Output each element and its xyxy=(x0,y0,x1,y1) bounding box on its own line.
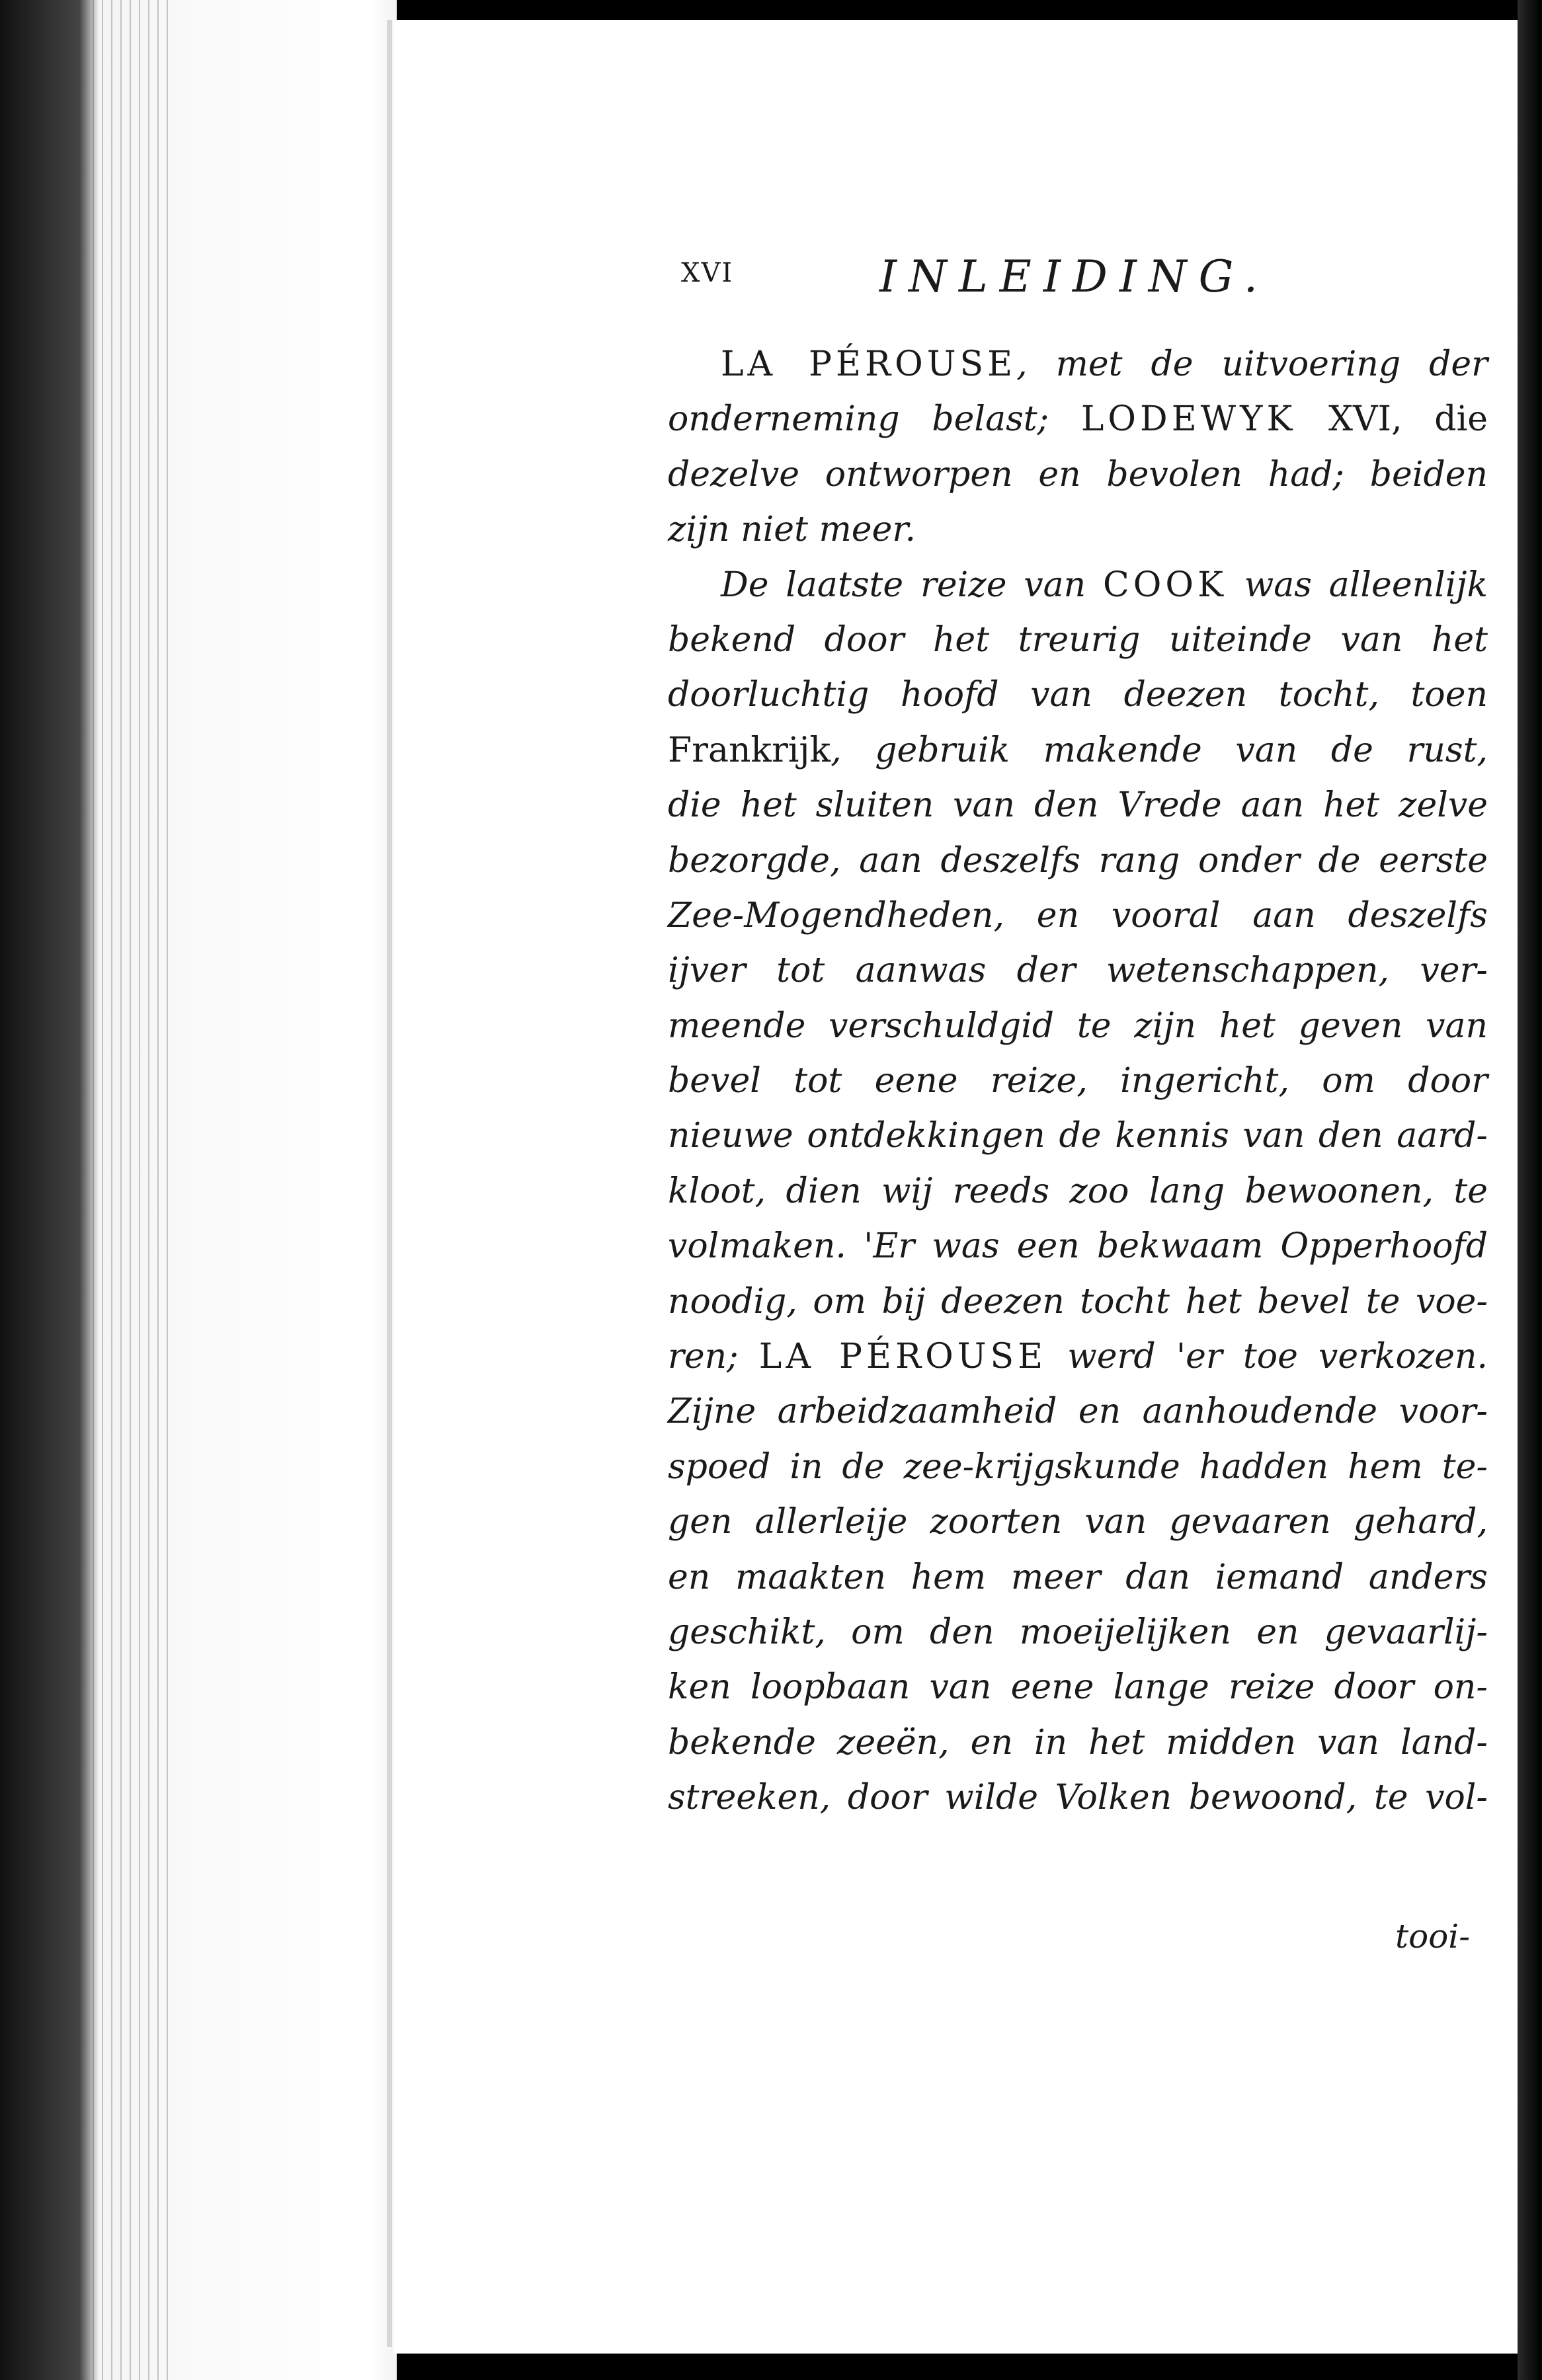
text-line xyxy=(668,1384,1488,1439)
text-line xyxy=(668,1550,1488,1605)
line-text: noodig, om bij deezen tocht het bevel te voe- xyxy=(668,1281,1488,1322)
line-text: bekend door het treurig uiteinde van het xyxy=(668,619,1488,660)
line-text: bezorgde, aan deszelfs rang onder de eerste xyxy=(668,840,1488,881)
line-text: zijn niet meer. xyxy=(668,510,916,550)
line-text: streeken, door wilde Volken bewoond, te vol- xyxy=(668,1778,1488,1818)
text-line xyxy=(668,1109,1488,1164)
line-text: onderneming belast; xyxy=(668,399,1081,440)
line-text: nieuwe ontdekkingen de kennis van den aard- xyxy=(668,1116,1488,1156)
page-fold xyxy=(387,20,392,2347)
text-line xyxy=(668,1219,1488,1274)
line-text: dezelve ontworpen en bevolen had; beiden xyxy=(668,454,1488,495)
line-text: Zee-Mogendheden, en vooral aan deszelfs xyxy=(668,895,1488,935)
text-line xyxy=(668,1440,1488,1495)
name-la-perouse: LA PÉROUSE xyxy=(758,1337,1047,1377)
book-gutter xyxy=(0,0,397,2380)
line-text: ijver tot aanwas der wetenschappen, ver- xyxy=(668,951,1488,991)
line-text: spoed in de zee-krijgskunde hadden hem te- xyxy=(668,1447,1488,1487)
text-line xyxy=(668,1329,1488,1384)
text-line xyxy=(668,1605,1488,1660)
text-line xyxy=(668,1770,1488,1825)
text-line xyxy=(668,1716,1488,1770)
text-line xyxy=(668,778,1488,833)
text-line xyxy=(668,889,1488,943)
line-text: De laatste reize van xyxy=(721,565,1104,605)
line-text: Zijne arbeidzaamheid en aanhoudende voor- xyxy=(668,1392,1488,1432)
line-text: gen allerleije zoorten van gevaaren gehard, xyxy=(668,1502,1488,1542)
line-text: doorluchtig hoofd van deezen tocht, toen xyxy=(668,675,1488,715)
text-line xyxy=(668,668,1488,723)
page-number: XVI xyxy=(681,258,734,288)
text-line xyxy=(668,1495,1488,1550)
name-lodewyk: LODEWYK xyxy=(1080,399,1297,440)
text-line xyxy=(668,558,1488,613)
text-line xyxy=(668,999,1488,1054)
line-text: , gebruik makende van de rust, xyxy=(831,730,1488,770)
line-text: geschikt, om den moeijelijken en gevaarlij- xyxy=(668,1612,1488,1652)
line-text: , met de uitvoering der xyxy=(1016,344,1488,384)
right-page-edge xyxy=(1518,0,1542,2380)
text-line xyxy=(668,448,1488,502)
text-line xyxy=(668,1275,1488,1329)
line-text: en maakten hem meer dan iemand anders xyxy=(668,1557,1488,1597)
text-line xyxy=(668,337,1488,392)
text-line xyxy=(668,834,1488,889)
page-header xyxy=(681,251,1475,311)
text-line xyxy=(668,943,1488,998)
page-edges xyxy=(93,0,172,2380)
text-line xyxy=(668,613,1488,668)
line-text: die het sluiten van den Vrede aan het zelve xyxy=(668,785,1488,826)
text-line xyxy=(668,1660,1488,1715)
text-line xyxy=(668,1054,1488,1109)
line-text: meende verschuldgid te zijn het geven van xyxy=(668,1006,1488,1046)
line-text: bekende zeeën, en in het midden van land- xyxy=(668,1722,1488,1763)
name-cook: COOK xyxy=(1103,565,1227,605)
body-text xyxy=(668,337,1488,1826)
running-head: INLEIDING. xyxy=(879,251,1270,302)
catchword: tooi- xyxy=(1395,1917,1471,1956)
text-line xyxy=(668,392,1488,447)
text-line xyxy=(668,723,1488,778)
line-text: bevel tot eene reize, ingericht, om door xyxy=(668,1061,1488,1101)
line-text: volmaken. 'Er was een bekwaam Opperhoofd xyxy=(668,1226,1488,1267)
line-text: XVI, die xyxy=(1296,399,1488,440)
line-text: kloot, dien wij reeds zoo lang bewoonen, te xyxy=(668,1171,1488,1211)
line-text: ren; xyxy=(668,1337,759,1377)
line-text: ken loopbaan van eene lange reize door on- xyxy=(668,1667,1488,1708)
name-la-perouse: LA PÉROUSE xyxy=(721,344,1017,384)
text-line xyxy=(668,1164,1488,1219)
line-text: was alleenlijk xyxy=(1227,565,1488,605)
text-line xyxy=(668,502,1488,557)
name-frankrijk: Frankrijk xyxy=(668,730,831,770)
line-text: werd 'er toe verkozen. xyxy=(1047,1337,1488,1377)
